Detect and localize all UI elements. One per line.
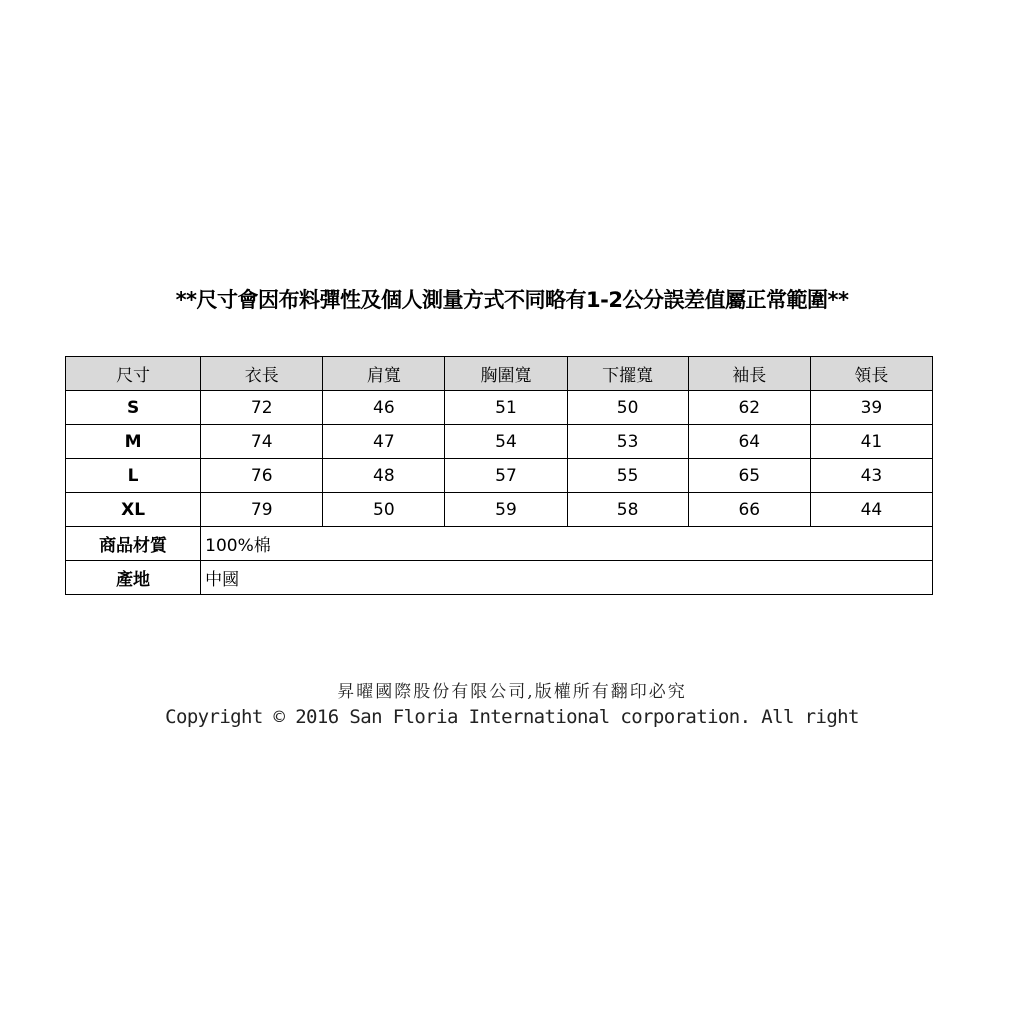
size-notice: **尺寸會因布料彈性及個人測量方式不同略有1-2公分誤差值屬正常範圍**: [175, 288, 849, 312]
table-row: [66, 459, 933, 493]
table-cell: 55: [567, 459, 688, 493]
size-label: L: [66, 459, 201, 493]
material-row: [66, 527, 933, 561]
table-cell: 64: [688, 425, 810, 459]
size-table: [65, 356, 933, 595]
table-cell: 74: [201, 425, 323, 459]
table-cell: 53: [567, 425, 688, 459]
header-chest: 胸圍寬: [445, 357, 567, 391]
origin-row: [66, 561, 933, 595]
header-collar: 領長: [810, 357, 932, 391]
header-length: 衣長: [201, 357, 323, 391]
table-cell: 54: [445, 425, 567, 459]
table-cell: 39: [810, 391, 932, 425]
table-cell: 76: [201, 459, 323, 493]
table-cell: 66: [688, 493, 810, 527]
table-cell: 50: [567, 391, 688, 425]
table-cell: 46: [323, 391, 445, 425]
copyright-english: Copyright © 2016 San Floria International corporation. All right: [165, 706, 859, 728]
table-row: [66, 493, 933, 527]
table-cell: 44: [810, 493, 932, 527]
size-label: M: [66, 425, 201, 459]
origin-value: 中國: [201, 561, 933, 595]
table-cell: 47: [323, 425, 445, 459]
table-cell: 51: [445, 391, 567, 425]
material-value: 100%棉: [201, 527, 933, 561]
table-cell: 65: [688, 459, 810, 493]
header-sleeve: 袖長: [688, 357, 810, 391]
origin-label: 產地: [66, 561, 201, 595]
size-label: XL: [66, 493, 201, 527]
table-header-row: [66, 357, 933, 391]
table-cell: 79: [201, 493, 323, 527]
table-cell: 57: [445, 459, 567, 493]
table-cell: 58: [567, 493, 688, 527]
header-shoulder: 肩寬: [323, 357, 445, 391]
table-row: [66, 391, 933, 425]
table-cell: 72: [201, 391, 323, 425]
table-cell: 59: [445, 493, 567, 527]
table-row: [66, 425, 933, 459]
copyright-chinese: 昇曜國際股份有限公司,版權所有翻印必究: [337, 682, 687, 702]
table-cell: 43: [810, 459, 932, 493]
table-cell: 62: [688, 391, 810, 425]
table-cell: 41: [810, 425, 932, 459]
size-label: S: [66, 391, 201, 425]
header-hem: 下擺寬: [567, 357, 688, 391]
material-label: 商品材質: [66, 527, 201, 561]
table-cell: 50: [323, 493, 445, 527]
table-cell: 48: [323, 459, 445, 493]
header-size: 尺寸: [66, 357, 201, 391]
